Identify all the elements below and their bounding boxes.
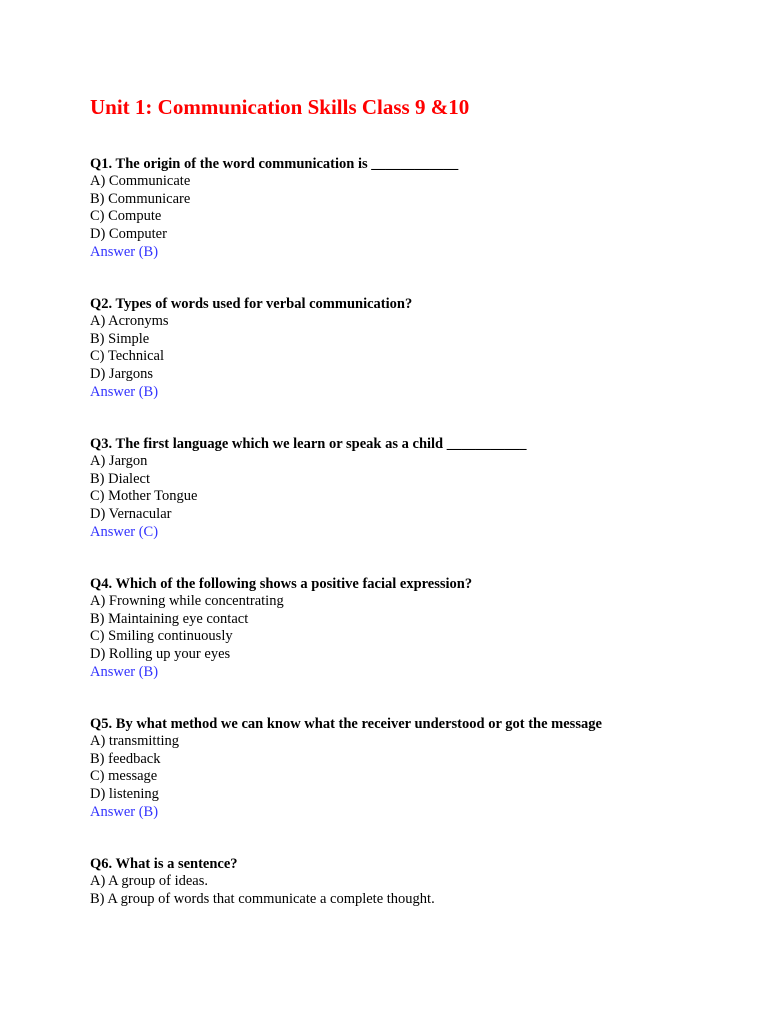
question-text: Q5. By what method we can know what the receiver understood or got the message	[90, 716, 602, 732]
option-c: C) message	[90, 768, 158, 785]
question-text: Q3. The first language which we learn or speak as a child ___________	[90, 436, 527, 452]
option-c: C) Technical	[90, 348, 165, 365]
question-text: Q2. Types of words used for verbal communication?	[90, 296, 413, 312]
option-d: D) listening	[90, 786, 159, 803]
option-d: D) Jargons	[90, 366, 153, 383]
option-b: B) Communicare	[90, 190, 191, 207]
option-a: A) A group of ideas.	[90, 873, 208, 889]
answer-text: Answer (B)	[90, 803, 159, 820]
answer-text: Answer (C)	[90, 523, 159, 540]
question-4	[90, 575, 730, 682]
answer-text: Answer (B)	[90, 663, 159, 680]
option-d: D) Rolling up your eyes	[90, 646, 231, 663]
option-d: D) Vernacular	[90, 506, 172, 523]
option-b: B) feedback	[90, 750, 161, 767]
option-d: D) Computer	[90, 226, 167, 243]
option-a: A) Jargon	[90, 453, 148, 469]
question-1	[90, 155, 730, 262]
option-b: B) Dialect	[90, 470, 150, 487]
option-a: A) Communicate	[90, 173, 191, 189]
question-text: Q6. What is a sentence?	[90, 856, 238, 872]
page-title: Unit 1: Communication Skills Class 9 &10	[90, 95, 470, 119]
option-a: A) Frowning while concentrating	[90, 593, 284, 609]
question-text: Q4. Which of the following shows a positive facial expression?	[90, 576, 473, 592]
option-a: A) transmitting	[90, 733, 180, 749]
question-text: Q1. The origin of the word communication is ____________	[90, 156, 459, 172]
option-a: A) Acronyms	[90, 313, 169, 329]
option-c: C) Smiling continuously	[90, 628, 233, 645]
question-5	[90, 715, 730, 822]
question-2	[90, 295, 730, 402]
option-b: B) Simple	[90, 330, 150, 347]
question-3	[90, 435, 730, 542]
option-b: B) A group of words that communicate a complete thought.	[90, 890, 435, 907]
option-c: C) Compute	[90, 208, 162, 225]
option-c: C) Mother Tongue	[90, 488, 198, 505]
option-b: B) Maintaining eye contact	[90, 610, 249, 627]
answer-text: Answer (B)	[90, 243, 159, 260]
answer-text: Answer (B)	[90, 383, 159, 400]
question-6	[90, 855, 730, 908]
